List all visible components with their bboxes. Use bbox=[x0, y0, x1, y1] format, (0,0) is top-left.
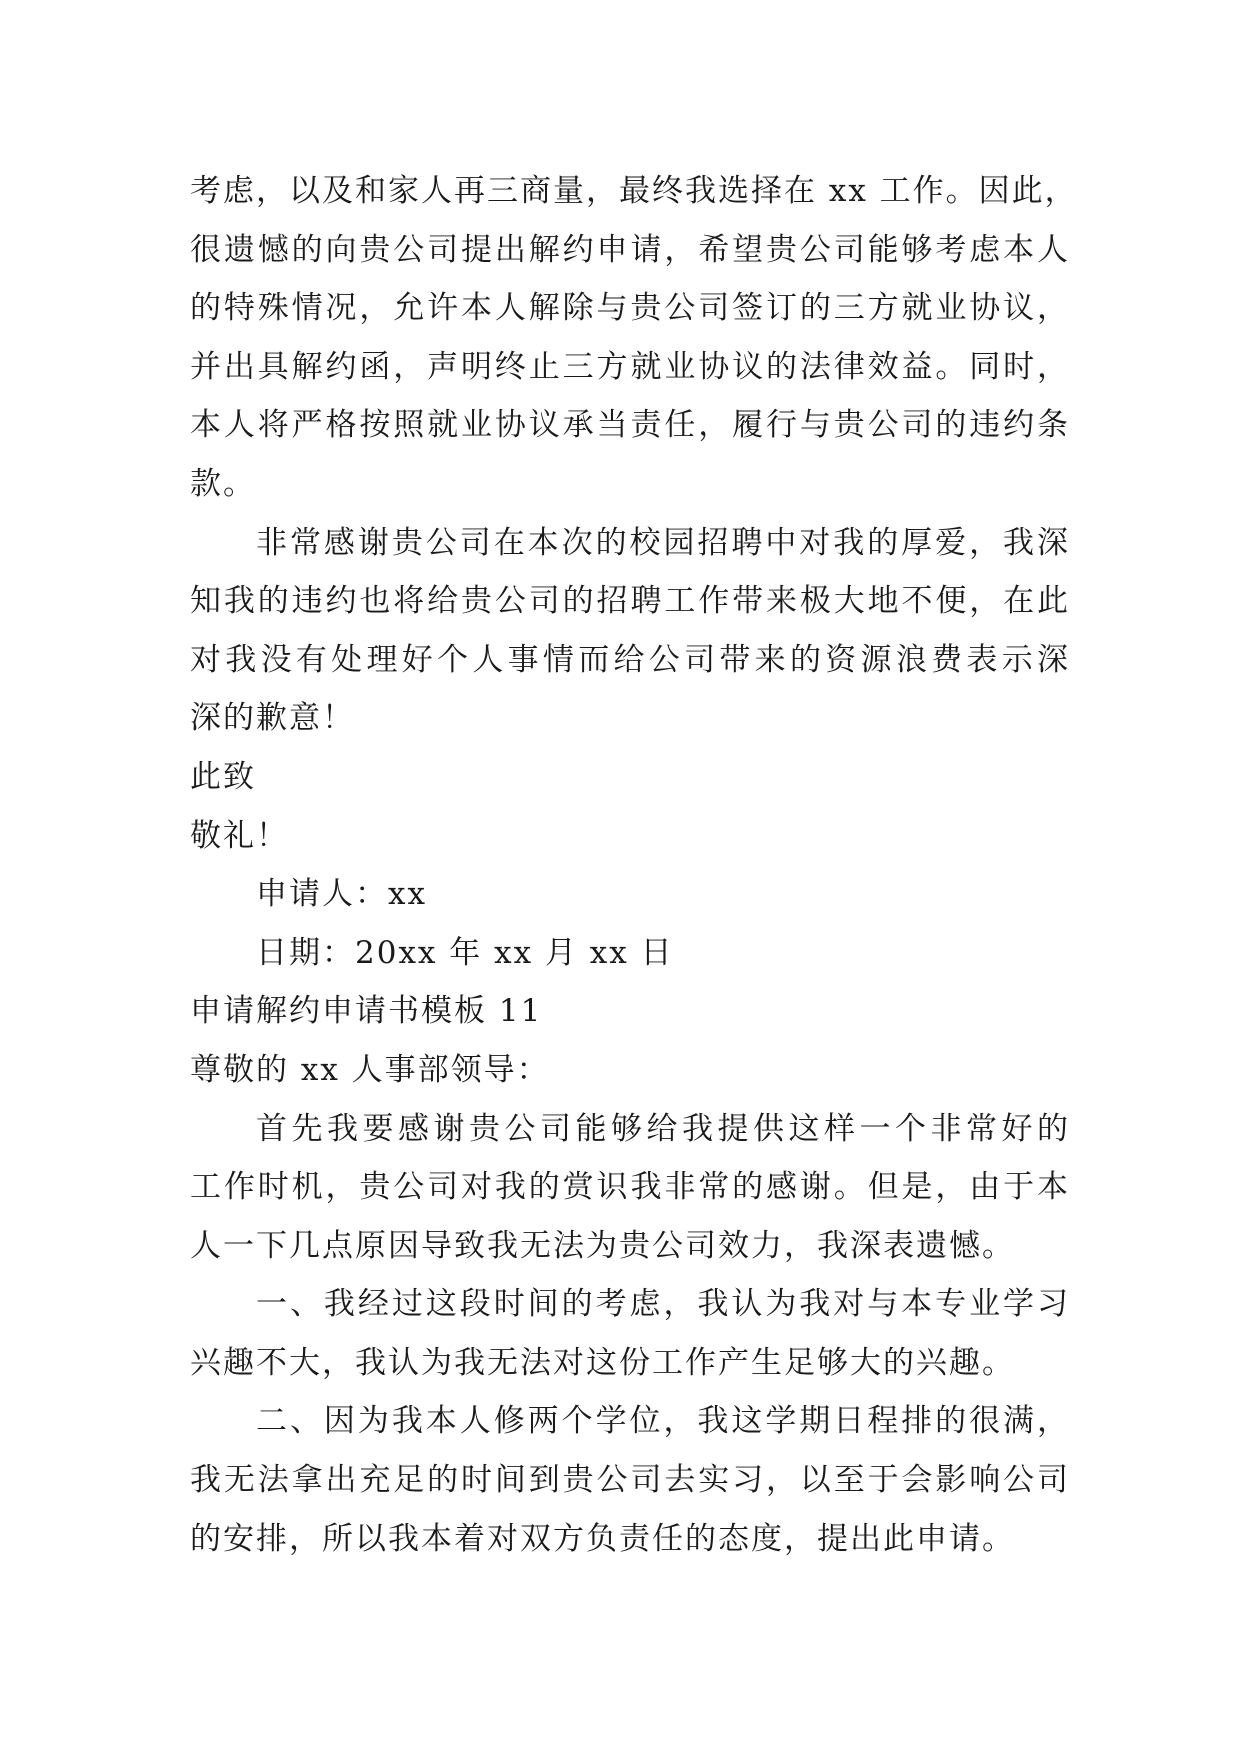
greeting-line: 尊敬的 xx 人事部领导： bbox=[190, 1051, 550, 1088]
salutation-line: 敬礼！ bbox=[190, 817, 289, 854]
text-line: 知我的违约也将给贵公司的招聘工作带来极大地不便，在此 bbox=[190, 583, 1070, 620]
text-line: 我无法拿出充足的时间到贵公司去实习，以至于会影响公司 bbox=[190, 1462, 1070, 1499]
text-line: 深的歉意！ bbox=[190, 700, 355, 737]
text-line: 并出具解约函，声明终止三方就业协议的法律效益。同时， bbox=[190, 348, 1070, 385]
paragraph-start-line: 首先我要感谢贵公司能够给我提供这样一个非常好的 bbox=[256, 1110, 1070, 1147]
paragraph-start-line: 二、因为我本人修两个学位，我这学期日程排的很满， bbox=[256, 1403, 1070, 1440]
closing-line: 此致 bbox=[190, 758, 256, 795]
text-line: 很遗憾的向贵公司提出解约申请，希望贵公司能够考虑本人 bbox=[190, 231, 1070, 268]
text-line: 人一下几点原因导致我无法为贵公司效力，我深表遗憾。 bbox=[190, 1227, 1015, 1264]
paragraph-start-line: 一、我经过这段时间的考虑，我认为我对与本专业学习 bbox=[256, 1286, 1070, 1323]
text-line: 款。 bbox=[190, 465, 256, 502]
date-line: 日期：20xx 年 xx 月 xx 日 bbox=[256, 934, 674, 971]
paragraph-start-line: 非常感谢贵公司在本次的校园招聘中对我的厚爱，我深 bbox=[256, 524, 1070, 561]
text-line: 的特殊情况，允许本人解除与贵公司签订的三方就业协议， bbox=[190, 290, 1070, 327]
section-title: 申请解约申请书模板 11 bbox=[190, 993, 543, 1030]
text-line: 考虑，以及和家人再三商量，最终我选择在 xx 工作。因此， bbox=[190, 173, 1078, 209]
applicant-line: 申请人：xx bbox=[256, 876, 427, 913]
text-line: 本人将严格按照就业协议承当责任，履行与贵公司的违约条 bbox=[190, 407, 1070, 444]
text-line: 的安排，所以我本着对双方负责任的态度，提出此申请。 bbox=[190, 1520, 1015, 1557]
text-line: 兴趣不大，我认为我无法对这份工作产生足够大的兴趣。 bbox=[190, 1344, 1015, 1381]
document-body bbox=[190, 162, 1078, 1568]
text-line: 工作时机，贵公司对我的赏识我非常的感谢。但是，由于本 bbox=[190, 1169, 1070, 1206]
text-line: 对我没有处理好个人事情而给公司带来的资源浪费表示深 bbox=[190, 641, 1070, 678]
